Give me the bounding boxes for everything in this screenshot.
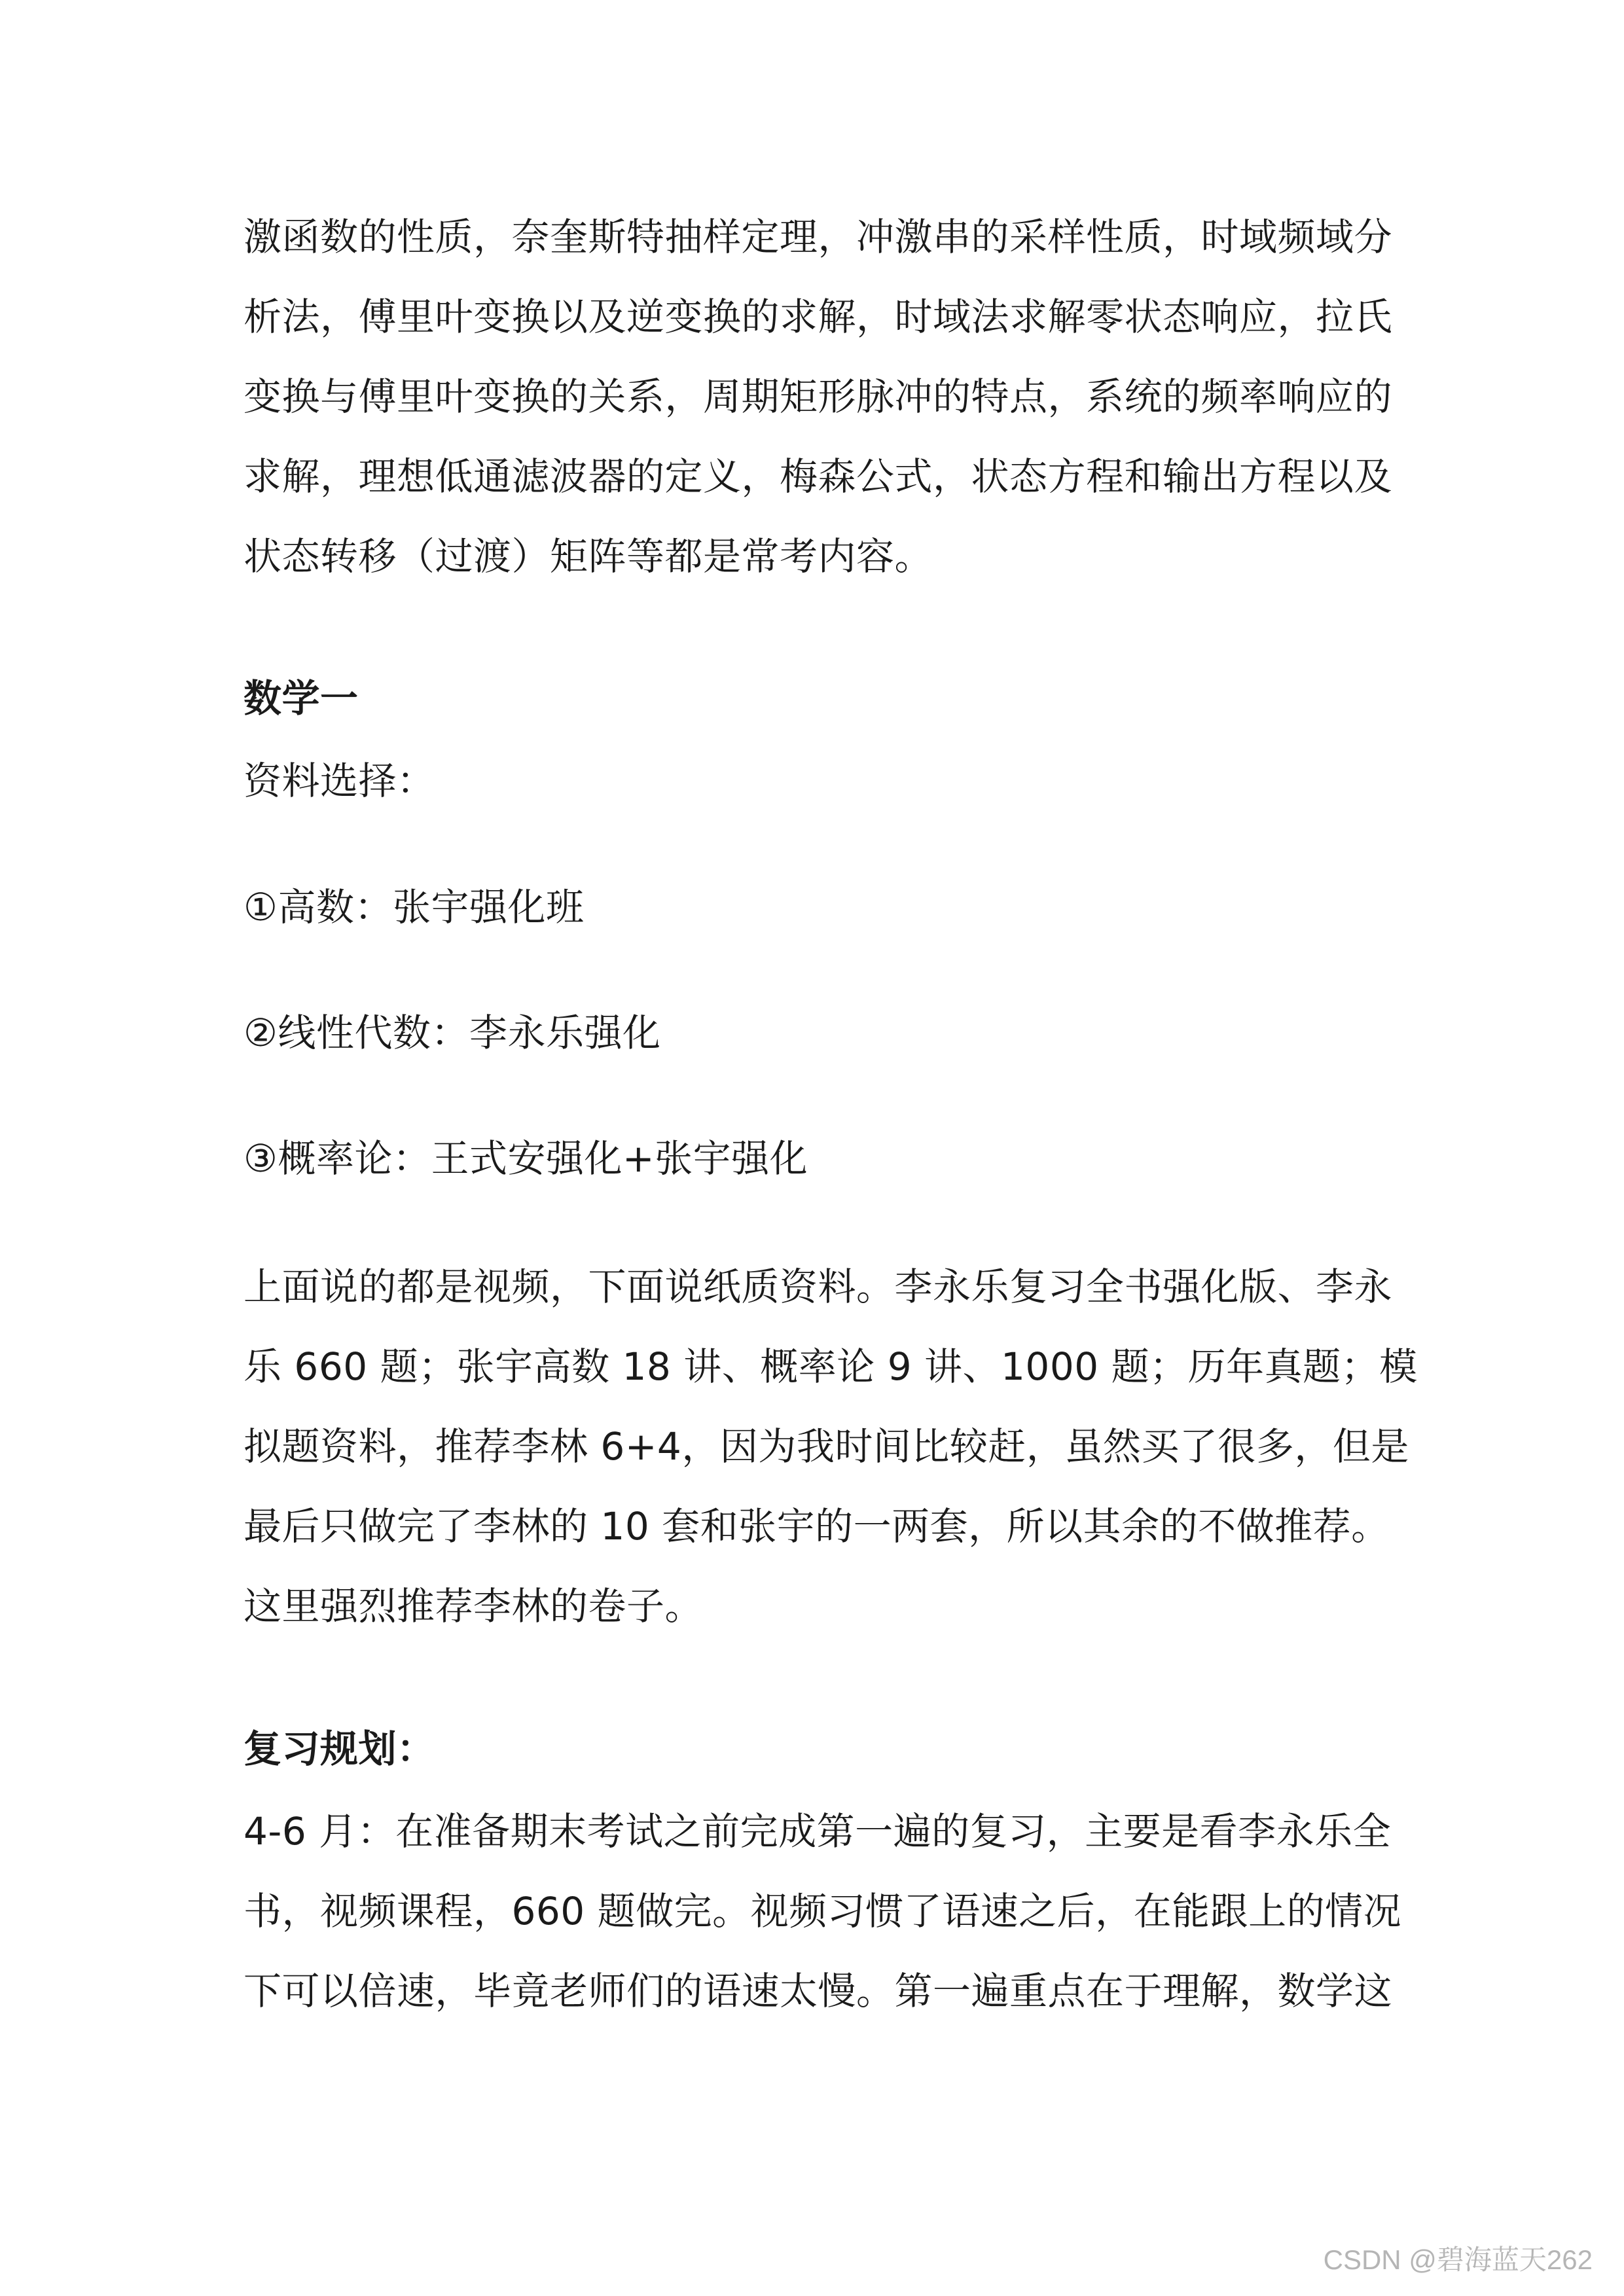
material-item: ①高数：张宇强化班 bbox=[244, 885, 585, 929]
paragraph-line: 激函数的性质，奈奎斯特抽样定理，冲激串的采样性质，时域频域分 bbox=[244, 215, 1393, 259]
paragraph-line: 拟题资料，推荐李林 6+4，因为我时间比较赶，虽然买了很多，但是 bbox=[244, 1424, 1409, 1469]
paragraph-line: 乐 660 题；张宇高数 18 讲、概率论 9 讲、1000 题；历年真题；模 bbox=[244, 1344, 1418, 1389]
paragraph-line: 变换与傅里叶变换的关系，周期矩形脉冲的特点，系统的频率响应的 bbox=[244, 374, 1393, 419]
csdn-watermark: CSDN @碧海蓝天262 bbox=[1323, 2244, 1593, 2275]
paragraph-line: 析法，傅里叶变换以及逆变换的求解，时域法求解零状态响应，拉氏 bbox=[244, 295, 1393, 339]
paragraph-line: 下可以倍速，毕竟老师们的语速太慢。第一遍重点在于理解，数学这 bbox=[244, 1969, 1393, 2013]
material-item: ②线性代数：李永乐强化 bbox=[244, 1011, 661, 1055]
section-heading-plan: 复习规划： bbox=[244, 1727, 435, 1771]
paragraph-line: 书，视频课程，660 题做完。视频习惯了语速之后，在能跟上的情况 bbox=[244, 1889, 1402, 1933]
paragraph-line: 求解，理想低通滤波器的定义，梅森公式，状态方程和输出方程以及 bbox=[244, 454, 1393, 499]
section-heading-math: 数学一 bbox=[244, 676, 359, 721]
paragraph-line: 4-6 月：在准备期末考试之前完成第一遍的复习，主要是看李永乐全 bbox=[244, 1809, 1392, 1854]
paragraph-line: 这里强烈推荐李林的卷子。 bbox=[244, 1584, 704, 1628]
paragraph-line: 最后只做完了李林的 10 套和张宇的一两套，所以其余的不做推荐。 bbox=[244, 1504, 1390, 1549]
document-page bbox=[244, 0, 1418, 2296]
materials-label: 资料选择： bbox=[244, 759, 435, 803]
paragraph-line: 状态转移（过渡）矩阵等都是常考内容。 bbox=[244, 534, 933, 579]
material-item: ③概率论：王式安强化+张宇强化 bbox=[244, 1136, 808, 1181]
paragraph-line: 上面说的都是视频，下面说纸质资料。李永乐复习全书强化版、李永 bbox=[244, 1265, 1393, 1309]
